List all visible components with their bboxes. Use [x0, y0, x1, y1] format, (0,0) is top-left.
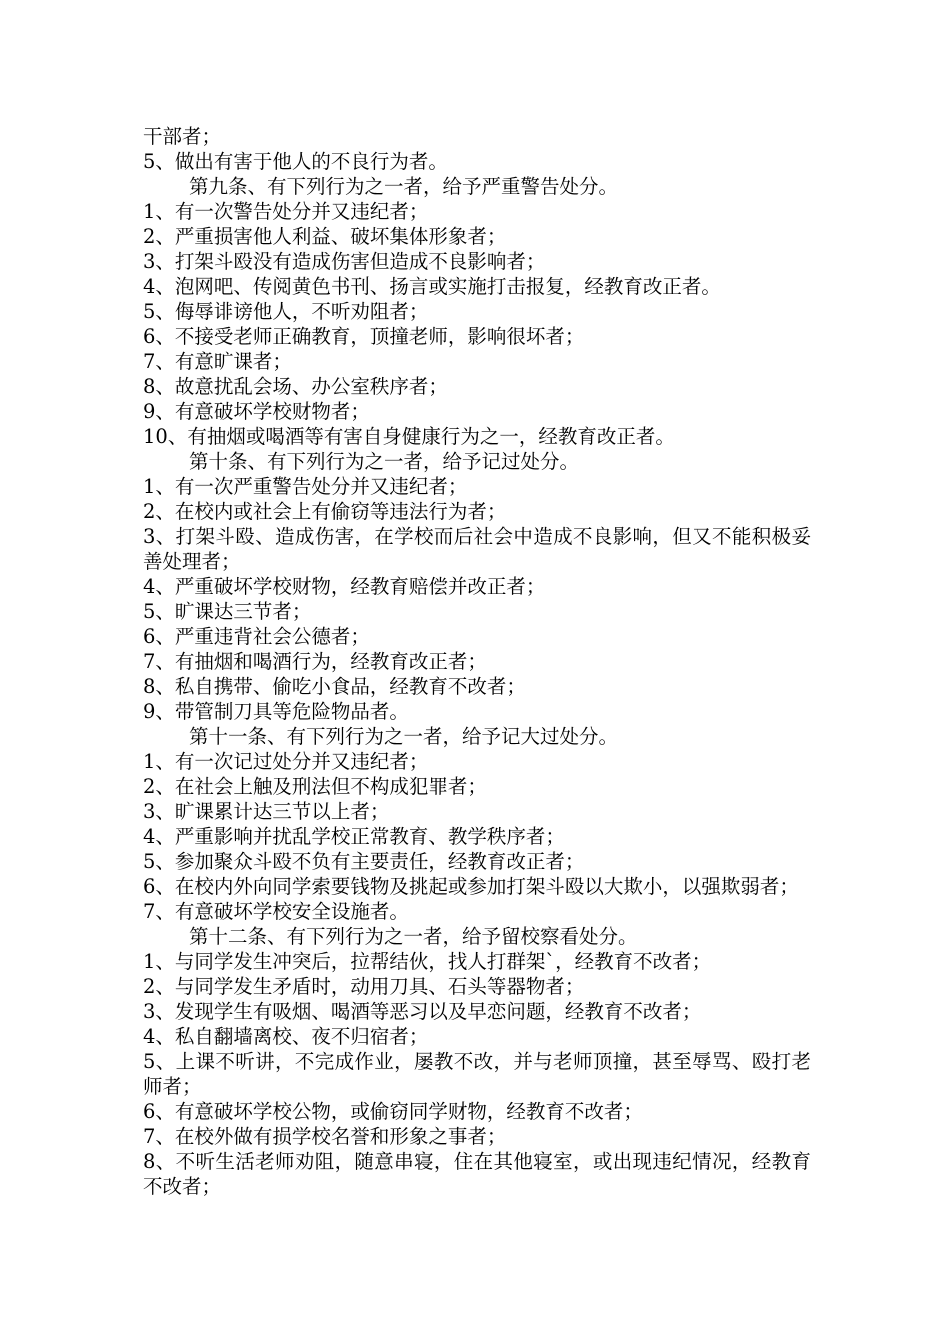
clause-item: 6、严重违背社会公德者； — [143, 625, 370, 648]
clause-item: 3、打架斗殴没有造成伤害但造成不良影响者； — [143, 250, 546, 273]
article-heading: 第十一条、有下列行为之一者，给予记大过处分。 — [189, 725, 619, 748]
clause-item: 8、不听生活老师劝阻，随意串寝，住在其他寝室，或出现违纪情况，经教育不改者； — [143, 1150, 811, 1198]
clause-item: 3、旷课累计达三节以上者； — [143, 800, 390, 823]
clause-item: 7、有意旷课者； — [143, 350, 292, 373]
clause-item: 4、私自翻墙离校、夜不归宿者； — [143, 1025, 429, 1048]
clause-item: 5、旷课达三节者； — [143, 600, 312, 623]
clause-item: 8、私自携带、偷吃小食品，经教育不改者； — [143, 675, 526, 698]
clause-item: 5、参加聚众斗殴不负有主要责任，经教育改正者； — [143, 850, 585, 873]
clause-item: 1、有一次记过处分并又违纪者； — [143, 750, 429, 773]
clause-item: 干部者； — [143, 125, 222, 148]
clause-item: 7、有意破坏学校安全设施者。 — [143, 900, 409, 923]
clause-item: 9、带管制刀具等危险物品者。 — [143, 700, 409, 723]
clause-item: 2、与同学发生矛盾时，动用刀具、石头等器物者； — [143, 975, 585, 998]
clause-item: 8、故意扰乱会场、办公室秩序者； — [143, 375, 448, 398]
clause-item: 9、有意破坏学校财物者； — [143, 400, 370, 423]
clause-item: 10、有抽烟或喝酒等有害自身健康行为之一，经教育改正者。 — [143, 425, 675, 448]
clause-item: 1、有一次严重警告处分并又违纪者； — [143, 475, 468, 498]
clause-item: 2、在校内或社会上有偷窃等违法行为者； — [143, 500, 507, 523]
clause-item: 6、不接受老师正确教育，顶撞老师，影响很坏者； — [143, 325, 585, 348]
article-heading: 第十二条、有下列行为之一者，给予留校察看处分。 — [189, 925, 638, 948]
clause-item: 7、在校外做有损学校名誉和形象之事者； — [143, 1125, 507, 1148]
clause-item: 1、与同学发生冲突后，拉帮结伙，找人打群架`，经教育不改者； — [143, 950, 712, 973]
clause-item: 3、发现学生有吸烟、喝酒等恶习以及早恋问题，经教育不改者； — [143, 1000, 702, 1023]
clause-item: 7、有抽烟和喝酒行为，经教育改正者； — [143, 650, 487, 673]
clause-item: 4、泡网吧、传阅黄色书刊、扬言或实施打击报复，经教育改正者。 — [143, 275, 721, 298]
clause-item: 5、做出有害于他人的不良行为者。 — [143, 150, 448, 173]
document-body — [143, 124, 811, 1199]
clause-item: 2、在社会上触及刑法但不构成犯罪者； — [143, 775, 487, 798]
clause-item: 1、有一次警告处分并又违纪者； — [143, 200, 429, 223]
clause-item: 5、侮辱诽谤他人，不听劝阻者； — [143, 300, 429, 323]
clause-item: 6、在校内外向同学索要钱物及挑起或参加打架斗殴以大欺小，以强欺弱者； — [143, 875, 799, 898]
clause-item: 2、严重损害他人利益、破坏集体形象者； — [143, 225, 507, 248]
article-heading: 第九条、有下列行为之一者，给予严重警告处分。 — [189, 175, 619, 198]
article-heading: 第十条、有下列行为之一者，给予记过处分。 — [189, 450, 580, 473]
clause-item: 6、有意破坏学校公物，或偷窃同学财物，经教育不改者； — [143, 1100, 643, 1123]
clause-item: 3、打架斗殴、造成伤害，在学校而后社会中造成不良影响，但又不能积极妥善处理者； — [143, 525, 811, 573]
clause-item: 4、严重影响并扰乱学校正常教育、教学秩序者； — [143, 825, 565, 848]
clause-item: 5、上课不听讲，不完成作业，屡教不改，并与老师顶撞，甚至辱骂、殴打老师者； — [143, 1050, 811, 1098]
clause-item: 4、严重破坏学校财物，经教育赔偿并改正者； — [143, 575, 546, 598]
